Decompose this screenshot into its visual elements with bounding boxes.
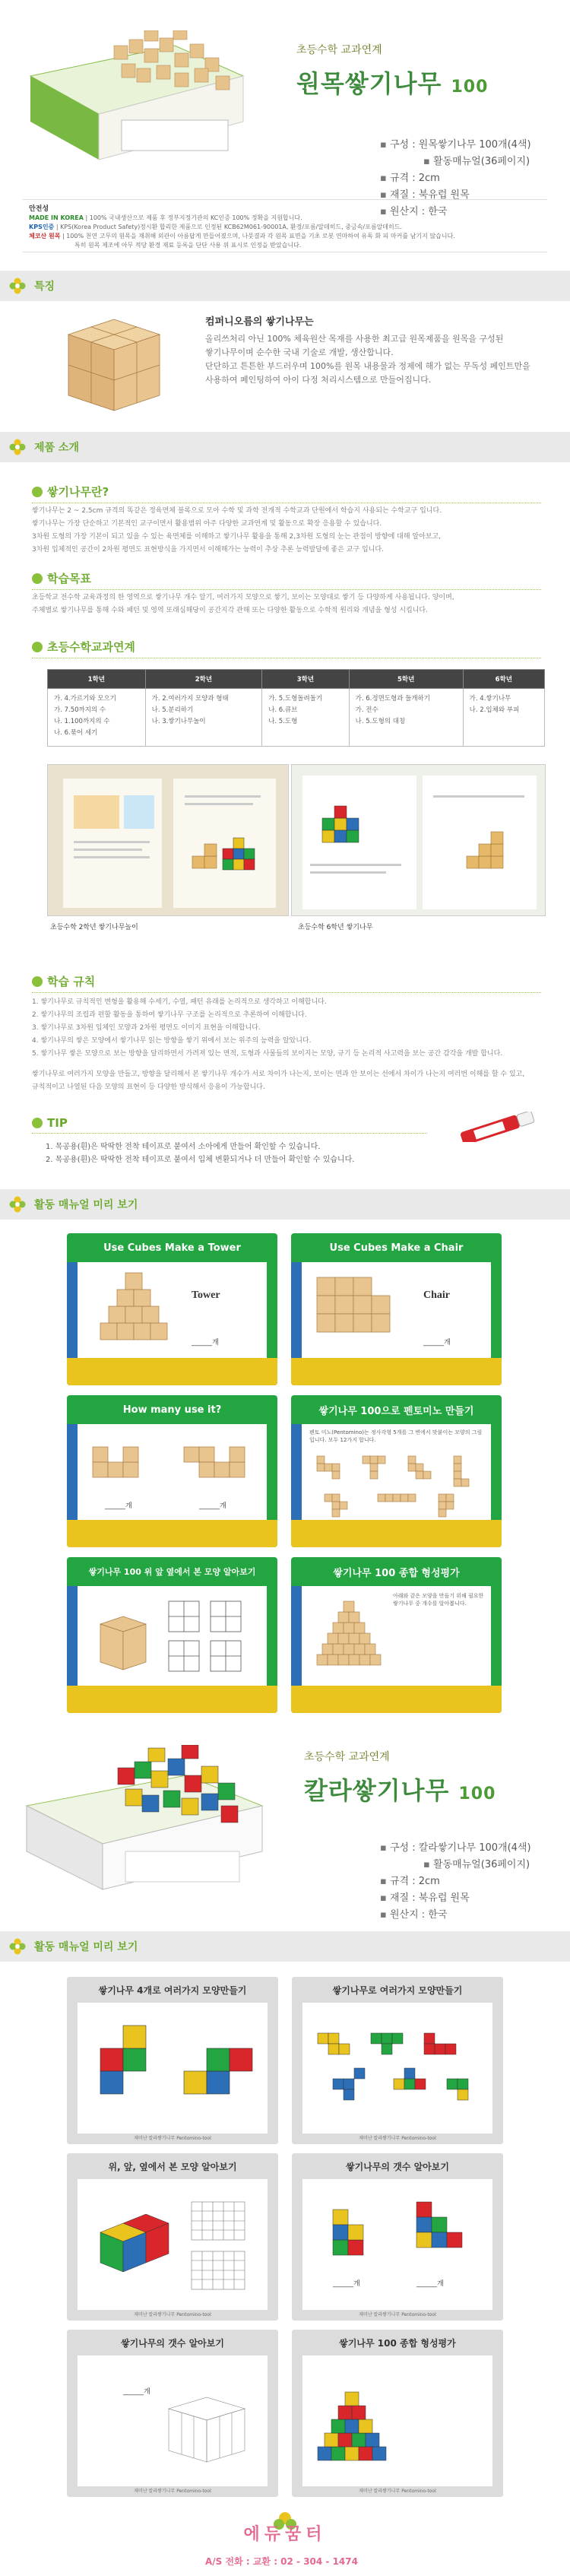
card-title: 쌓기나무 100 종합 형성평가 <box>333 1567 460 1579</box>
flower-icon <box>9 1938 26 1955</box>
card-title: 쌓기나무 100으로 펜토미노 만들기 <box>318 1405 474 1417</box>
manual-card-chair <box>291 1233 502 1385</box>
rule-item: 5. 쌓기나무 쌓은 모양으로 보는 방향을 달리하면서 가려져 있는 면적, 도형과 사물들의 보이지는 모양, 규기 등 논리적 사고력을 보는 공간 감각을 개발 합니다. <box>32 1050 503 1058</box>
card-title: 쌓기나무 100 종합 형성평가 <box>339 2337 456 2349</box>
what-text <box>32 505 541 557</box>
card-footer-text: 재미난 칼라쌓기나무 Pentomino-tool <box>359 2136 436 2141</box>
tower-cubes-image <box>78 1262 267 1358</box>
flower-icon <box>9 1196 26 1213</box>
card-content <box>302 2003 492 2133</box>
card-label: Tower <box>192 1290 220 1301</box>
card-content <box>302 1586 491 1686</box>
what-line: 3차원 입체적인 공간이 2차원 평면도 표현방식을 가지면서 이해해가는 능력이 추상 추론 능력발달에 좋은 교구 입니다. <box>32 546 384 554</box>
rules-list <box>32 996 541 1061</box>
color-card-4-cubes <box>67 1977 278 2144</box>
feature-heading: 컴퍼니오름의 쌓기나무는 <box>205 316 314 328</box>
what-title: 쌓기나무란? <box>47 485 109 499</box>
what-line: 쌓기나무는 2 ~ 2.5cm 규격의 똑같은 정육면체 블록으로 모아 수학 및 과학 전개적 수학교과 단원에서 학습지 사용되는 수학교구 입니다. <box>32 507 442 515</box>
card-footer-bar <box>291 1686 502 1713</box>
card-footer-bar <box>67 1686 277 1713</box>
card-content <box>302 1262 491 1358</box>
card-answer: ______개 <box>423 1339 451 1347</box>
cert-text: 100% 천연 고무의 원목을 재취해 외관이 아름답게 만들어졌으며, 나뭇결과 각 원목 표면을 기초 로봇 연마하여 유독 화 피 마커를 남기지 않습니다. <box>66 233 455 240</box>
spec-item: ▪ 규격 : 2cm <box>380 1873 531 1890</box>
cell-line: 나. 6.큐브 <box>268 706 298 714</box>
product-title <box>296 65 488 100</box>
card-title: Use Cubes Make a Chair <box>329 1242 464 1254</box>
feature-text <box>205 316 540 387</box>
pentomino-shapes-image <box>302 1448 491 1524</box>
section-bar-intro <box>0 432 570 462</box>
tip-list <box>46 1140 354 1166</box>
manual-card-how-many <box>67 1395 277 1547</box>
tip-item: 2. 목공용(흰)은 딱딱한 전착 테이프로 붙여서 입체 변환되거나 더 만들어 확인할 수 있습니다. <box>46 1156 355 1164</box>
card-answer: ______개 <box>199 1502 226 1510</box>
table-row <box>48 689 545 747</box>
cell-line: 나. 6.묶어 세기 <box>54 729 98 737</box>
manual-card-assessment <box>291 1557 502 1713</box>
product2-title-number: 100 <box>458 1784 496 1804</box>
what-heading <box>32 484 541 503</box>
feature-line: 쌓기나무이며 순수한 국내 기술로 개발, 생산합니다. <box>205 347 394 357</box>
card-answer: ______개 <box>416 2280 444 2288</box>
color-assessment-image <box>302 2356 492 2486</box>
rules-note-line: 쌓기나무로 여러가지 모양을 만들고, 방향을 달리해서 본 쌓기나무 개수가 서로 차이가 나는지, 보이는 면과 안 보이는 선에서 차이가 나는지 여러번 이해를 할 수 있고, <box>32 1071 525 1078</box>
product2-title <box>304 1772 496 1807</box>
leaf-icon <box>32 487 43 497</box>
color-card-count-2 <box>67 2330 278 2497</box>
feature-line: 사용하여 페인팅하여 아이 다정 처리시스템으로 만들어집니다. <box>205 375 432 385</box>
card-title: 쌓기나무 4개로 여러가지 모양만들기 <box>98 1984 247 1996</box>
rules-note-line: 규칙적이고 나열된 다음 모양의 표현이 등 다양한 방식해서 응용이 가능합니다. <box>32 1083 265 1091</box>
as-contact: A/S 전화 : 교환 : 02 - 304 - 1474 <box>205 2556 358 2567</box>
textbook-illustration <box>292 765 546 916</box>
cert-line: KPS인증 | KPS(Korea Product Safety)정시환 합리한 제품으로 인정된 KCB62M061-90001A, 환경/포름/알데히드, 중금속/포름알데히드. <box>29 224 403 230</box>
photo-caption-2: 초등수학 6학년 쌓기나무 <box>298 924 373 931</box>
four-cubes-image <box>78 2003 268 2133</box>
spec-item <box>380 1857 531 1873</box>
leaf-icon <box>32 642 43 652</box>
spec-item: ▪ 재질 : 북유럽 원목 <box>380 1890 531 1907</box>
goal-text <box>32 592 541 617</box>
card-side-bar <box>291 1586 302 1686</box>
card-answer: ______개 <box>105 1502 132 1510</box>
card-side-bar <box>291 1424 302 1520</box>
card-side-bar <box>67 1424 78 1520</box>
photo-caption-1: 초등수학 2학년 쌓기나무놀이 <box>50 924 138 931</box>
card-content <box>78 1586 267 1686</box>
cert-text: 100% 국내생산으로 제품 후 정부지정기관의 KC인증 100% 정확을 지원합니다. <box>89 214 302 221</box>
curriculum-title: 초등수학교과연계 <box>47 640 135 654</box>
spec-item <box>380 154 531 170</box>
curriculum-heading <box>32 639 541 658</box>
cell-line: 나. 2.입체와 부피 <box>469 706 520 714</box>
section-bar-feature <box>0 271 570 301</box>
textbook-illustration <box>48 765 289 916</box>
logo-text: 에듀꿈터 <box>243 2525 327 2544</box>
tip-heading <box>32 1116 427 1134</box>
card-footer-text: 재미난 칼라쌓기나무 Pentomino-tool <box>359 2489 436 2494</box>
card-content <box>78 2003 268 2133</box>
section-title: 활동 매뉴얼 미리 보기 <box>34 1941 138 1953</box>
card-answer: ______개 <box>123 2388 150 2396</box>
spec-item-text: 활동매뉴얼(36페이지) <box>432 1859 530 1870</box>
card-content <box>78 2179 268 2310</box>
card-title: Use Cubes Make a Tower <box>103 1242 241 1254</box>
rule-item: 4. 쌓기나무의 쌓은 모양에서 쌓기나무 읽는 방향을 쌓기 위에서 보는 위주의 능력을 알았니다. <box>32 1037 312 1045</box>
cell-line: 가. 4.가르기와 모으기 <box>54 695 116 703</box>
tip-title: TIP <box>47 1116 68 1130</box>
spec-item: ▪ 원산지 : 한국 <box>380 204 531 220</box>
cell-line: 나. 3.쌓기나무놀이 <box>151 718 206 725</box>
feature-line: 올리쓰처리 아닌 100% 체육원산 목재를 사용한 최고급 원목제품을 원목을 구성된 <box>205 334 504 344</box>
rule-item: 3. 쌓기나무로 3차원 입체인 모양과 2차원 평면도 이미지 표현을 이해합니다. <box>32 1024 261 1032</box>
leaf-icon <box>32 976 43 987</box>
cert-line: 특히 원목 제조에 아무 적당 환경 재료 등록을 단단 사용 위 표시로 인정을 받았습니다. <box>74 242 302 249</box>
what-line: 3차원 도형의 가장 기본이 되고 있을 수 있는 육면체를 이해하고 쌓기나무 활용을 통해 2,3차원 도형의 눈는 관점이 방향에 대해 알아보고, <box>32 533 442 541</box>
brand-logo <box>224 2503 346 2549</box>
card-title: 쌓기나무의 갯수 알아보기 <box>121 2337 224 2349</box>
card-label: Chair <box>423 1290 450 1301</box>
table-header: 1학년 <box>48 670 146 689</box>
card-side-bar <box>67 1262 78 1358</box>
cert-tag: MADE IN KOREA <box>29 214 84 221</box>
card-content <box>78 1424 267 1520</box>
views-diagram-image <box>78 1586 267 1686</box>
cell-line: 가. 전수 <box>355 706 378 714</box>
cert-line: MADE IN KOREA | 100% 국내생산으로 제품 후 정부지정기관의 KC인증 100% 정확을 지원합니다. <box>29 214 302 221</box>
color-shapes-image <box>302 2003 492 2133</box>
table-header-row <box>48 670 545 689</box>
cert-tag: KPS인증 <box>29 224 55 230</box>
table-header: 2학년 <box>145 670 262 689</box>
table-cell <box>145 689 262 747</box>
what-line: 쌓기나무는 가장 단순하고 기본적인 교구이면서 활용범위 아주 다양한 교과연계 및 활동으로 확장 응용할 수 있습니다. <box>32 520 382 528</box>
card-footer-bar <box>67 1358 277 1385</box>
color-count-image <box>302 2179 492 2310</box>
color-views-image <box>78 2179 268 2310</box>
card-title: 쌓기나무로 여러가지 모양만들기 <box>332 1984 463 1996</box>
manual-card-tower <box>67 1233 277 1385</box>
chair-cubes-image <box>302 1262 491 1358</box>
manual-card-pentomino <box>291 1395 502 1547</box>
table-cell <box>349 689 463 747</box>
product-title-number: 100 <box>451 78 489 97</box>
outline-cube-image <box>78 2356 268 2486</box>
color-card-shapes <box>292 1977 503 2144</box>
rules-title: 학습 규칙 <box>47 975 96 988</box>
leaf-icon <box>32 1118 43 1128</box>
card-footer-text: 재미난 칼라쌓기나무 Pentomino-tool <box>134 2136 211 2141</box>
section-bar-preview-2 <box>0 1931 570 1962</box>
cell-line: 나. 5.도형의 대칭 <box>355 718 406 725</box>
table-header: 5학년 <box>349 670 463 689</box>
tip-item: 1. 목공용(흰)은 딱딱한 전착 테이프로 붙여서 소아에게 만들어 확인할 수 있습니다. <box>46 1143 321 1151</box>
card-footer-bar <box>291 1358 502 1385</box>
card-desc: 펜토 미노(Pentomino)는 정사각형 5개를 그 변에서 맞붙이는 모양의 그림입니다. 모두 12가지 합니다. <box>309 1429 483 1443</box>
product-subtitle: 초등수학 교과연계 <box>296 44 382 56</box>
table-cell <box>262 689 349 747</box>
cell-line: 가. 2.여러가지 모양과 형태 <box>151 695 229 703</box>
color-card-assessment <box>292 2330 503 2497</box>
cell-line: 가. 6.정면도형과 들개하기 <box>355 695 430 703</box>
goal-line: 주체별로 쌓기나무를 통해 수와 패턴 및 영역 또래심해당이 공간지각 관해 또는 다양한 활동으로 수학적 원리와 개념을 형성 시킵니다. <box>32 607 428 614</box>
cert-tag: 체코산 원목 <box>29 233 61 240</box>
rule-item: 1. 쌓기나무로 규칙적인 변형을 활용해 수세기, 수열, 패턴 유래를 논리적으로 생각하고 이해합니다. <box>32 998 327 1006</box>
spec-item: ▪ 구성 : 원목쌓기나무 100개(4색) <box>380 137 531 154</box>
table-cell <box>463 689 544 747</box>
section-title: 제품 소개 <box>34 442 79 454</box>
card-side-bar <box>67 1586 78 1686</box>
cell-line: 가. 5.도형돌려돌기 <box>268 695 323 703</box>
feature-line: 단단하고 튼튼한 부드러우며 100%를 원목 내용물과 정제에 해가 없는 무독성 페인트만을 <box>205 361 530 371</box>
spec-item: ▪ 규격 : 2cm <box>380 170 531 187</box>
section-title: 활동 매뉴얼 미리 보기 <box>34 1199 138 1211</box>
cell-line: 나. 1.100까지의 수 <box>54 718 110 725</box>
cell-line: 나. 5.분리하기 <box>151 706 194 714</box>
product2-subtitle: 초등수학 교과연계 <box>304 1751 390 1763</box>
textbook-photo-1 <box>47 764 289 916</box>
cell-line: 나. 5.도형 <box>268 718 298 725</box>
card-content <box>302 1424 491 1520</box>
flower-icon <box>9 278 26 294</box>
spec-item: ▪ 재질 : 북유럽 원목 <box>380 187 531 204</box>
wood-cube-stack-image <box>46 304 182 418</box>
card-content <box>302 2179 492 2310</box>
card-title: 쌓기나무의 갯수 알아보기 <box>346 2161 449 2172</box>
table-header: 3학년 <box>262 670 349 689</box>
glue-stick-image <box>452 1112 543 1142</box>
card-title: How many use it? <box>122 1404 222 1416</box>
card-answer: ______개 <box>333 2280 360 2288</box>
curriculum-table-wrap <box>47 669 545 747</box>
safety-cert-box <box>23 199 547 252</box>
table-header: 6학년 <box>463 670 544 689</box>
goal-heading <box>32 570 541 590</box>
color-card-views <box>67 2153 278 2321</box>
card-title: 쌓기나무 100 위 앞 옆에서 본 모양 알아보기 <box>88 1567 256 1577</box>
card-footer-text: 재미난 칼라쌓기나무 Pentomino-tool <box>359 2312 436 2317</box>
card-desc: 아래와 같은 모양을 만들기 위해 필요한 쌓기나무 중 개수를 알아봅니다. <box>393 1593 484 1607</box>
color-product-box-image <box>19 1745 277 1897</box>
cell-line: 가. 7.50까지의 수 <box>54 706 106 714</box>
rules-note <box>32 1068 541 1094</box>
rules-heading <box>32 973 541 993</box>
rule-item: 2. 쌓기나무의 조립과 편할 활동을 통하여 쌓기나무 구조를 논리적으로 추론하여 이해합니다. <box>32 1011 307 1019</box>
card-title: 위, 앞, 옆에서 본 모양 알아보기 <box>108 2161 237 2172</box>
section-bar-preview-1 <box>0 1189 570 1220</box>
product2-specs <box>380 1840 531 1924</box>
card-content <box>78 1262 267 1358</box>
product-box-image <box>23 30 251 167</box>
goal-line: 초등학교 전수학 교육과정의 한 영역으로 쌓기나무 개수 알기, 여러가지 모양으로 쌓기, 보이는 모양대로 쌓기 등 다양하게 사용됩니다. 양이며, <box>32 594 454 601</box>
cert-text: KPS(Korea Product Safety)정시환 합리한 제품으로 인정된 KCB62M061-90001A, 환경/포름/알데히드, 중금속/포름알데히드. <box>60 224 403 230</box>
spec-item: ▪ 원산지 : 한국 <box>380 1907 531 1924</box>
table-cell <box>48 689 146 747</box>
card-content <box>78 2356 268 2486</box>
goal-title: 학습목표 <box>47 572 91 585</box>
color-card-count-1 <box>292 2153 503 2321</box>
card-footer-text: 재미난 칼라쌓기나무 Pentomino-tool <box>134 2489 211 2494</box>
spec-item-text: 활동매뉴얼(36페이지) <box>432 156 530 167</box>
card-footer-bar <box>67 1520 277 1547</box>
cell-line: 가. 4.쌓기나무 <box>469 695 511 703</box>
textbook-photo-2 <box>291 764 546 916</box>
cert-line: 체코산 원목 | 100% 천연 고무의 원목을 재취해 외관이 아름답게 만들어졌으며, 나뭇결과 각 원목 표면을 기초 로봇 연마하여 유독 화 피 마커를 남기지 않습니다. <box>29 233 455 240</box>
product-title-text: 원목쌓기나무 <box>296 69 442 98</box>
card-content <box>302 2356 492 2486</box>
card-side-bar <box>291 1262 302 1358</box>
spec-item: ▪ 구성 : 칼라쌓기나무 100개(4색) <box>380 1840 531 1857</box>
curriculum-table <box>47 669 545 747</box>
card-footer-bar <box>291 1520 502 1547</box>
flower-icon <box>9 439 26 455</box>
product2-title-text: 칼라쌓기나무 <box>304 1776 450 1805</box>
cert-title: 안전성 <box>29 205 49 213</box>
manual-card-views <box>67 1557 277 1713</box>
card-footer-text: 재미난 칼라쌓기나무 Pentomino-tool <box>134 2312 211 2317</box>
section-title: 특징 <box>34 281 55 293</box>
card-answer: ______개 <box>192 1339 219 1347</box>
leaf-icon <box>32 573 43 584</box>
